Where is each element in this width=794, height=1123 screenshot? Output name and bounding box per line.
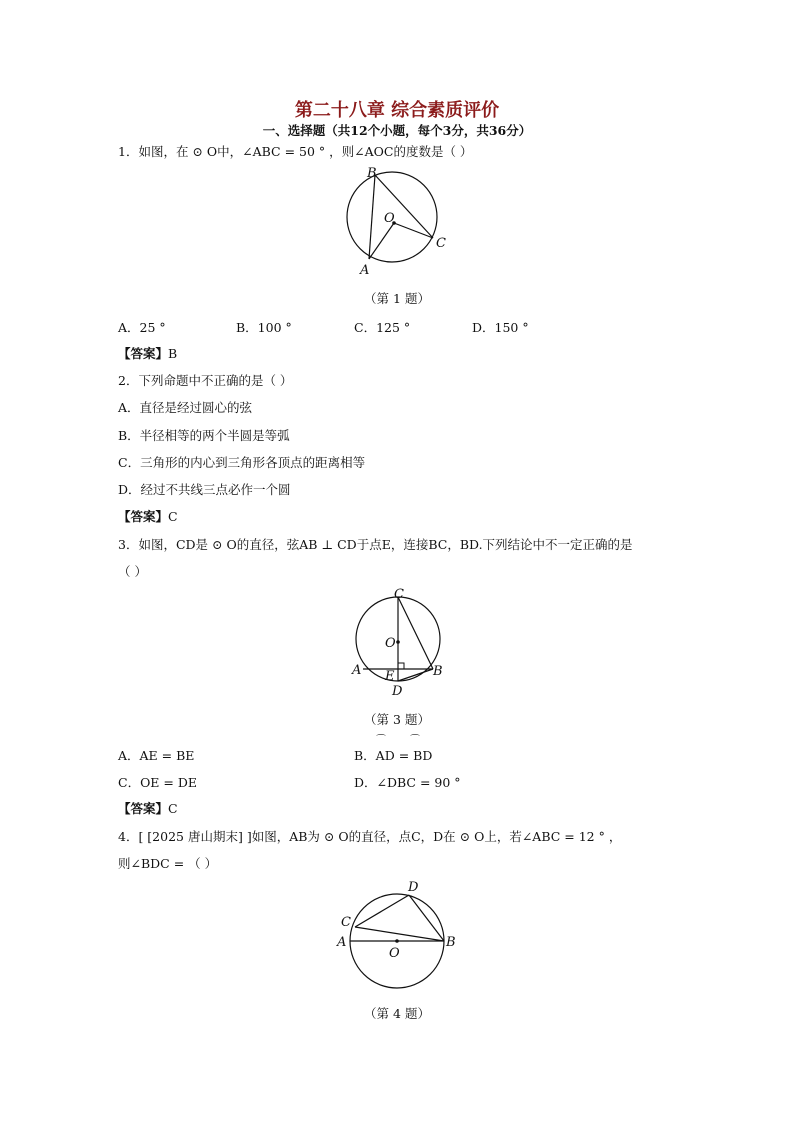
q3-figure (345, 583, 455, 703)
q3-option-a: A．AE = BE (118, 748, 195, 763)
q1-answer-value: B (168, 346, 178, 361)
q2-answer (118, 507, 178, 525)
q1-label-a: A (360, 263, 370, 278)
q3-segment-bc (398, 597, 433, 669)
q1-caption: （第 1 题） (364, 291, 430, 306)
section-heading: 一、选择题（共12个小题，每个3分，共36分） (262, 123, 532, 138)
q3-right-angle-mark (398, 663, 404, 669)
q4-label-c: C (341, 915, 351, 930)
q1-segment-bc (375, 175, 433, 238)
q1-answer-label: 【答案】 (118, 346, 169, 361)
q3-option-d: D．∠DBC = 90 ° (354, 775, 461, 790)
q3-label-e: E (385, 669, 395, 684)
q1-label-o: O (384, 211, 395, 226)
q3-label-b: B (433, 664, 443, 679)
q1-figure (330, 160, 460, 285)
q3-caption: （第 3 题） (364, 712, 430, 727)
q1-segment-oa (369, 223, 394, 259)
q2-stem: 2．下列命题中不正确的是（ ） (118, 373, 293, 388)
q3-answer (118, 799, 178, 817)
q4-stem-line1: 4．[ [2025 唐山期末] ]如图，AB为 ⊙ O的直径，点C，D在 ⊙ O上，若∠ABC = 12 ° ， (118, 829, 622, 844)
q3-option-c: C．OE = DE (118, 775, 198, 790)
q3-label-c: C (394, 587, 404, 602)
q4-caption: （第 4 题） (364, 1006, 430, 1021)
q2-option-b: B．半径相等的两个半圆是等弧 (118, 428, 290, 443)
q3-stem-line1: 3．如图，CD是 ⊙ O的直径，弦AB ⊥ CD于点E，连接BC，BD.下列结论中不一定正确的是 (118, 537, 633, 552)
q1-segment-ba (369, 175, 375, 259)
q3-stem-line2: （ ） (118, 564, 147, 579)
q4-stem-line2: 则∠BDC = （ ） (118, 856, 218, 871)
q4-figure (330, 875, 465, 995)
q3-answer-value: C (168, 801, 178, 816)
q4-label-b: B (446, 935, 456, 950)
q4-label-d: D (408, 880, 419, 895)
q1-segment-oc (394, 223, 433, 238)
q1-option-d: D．150 ° (472, 320, 529, 335)
q3-arc-mark-ad: ⌒ (376, 735, 386, 746)
q1-stem: 1．如图，在 ⊙ O中，∠ABC = 50 ° ，则∠AOC的度数是（ ） (118, 144, 473, 159)
q3-answer-label: 【答案】 (118, 801, 169, 816)
q4-segment-cb (355, 927, 444, 941)
q1-label-b: B (367, 166, 377, 181)
q4-label-a: A (337, 935, 347, 950)
q3-segment-bd (398, 669, 433, 681)
q4-segment-cd (355, 895, 409, 927)
q4-label-o: O (389, 946, 400, 961)
q2-answer-label: 【答案】 (118, 509, 169, 524)
q1-option-b: B．100 ° (236, 320, 292, 335)
q1-option-a: A．25 ° (118, 320, 166, 335)
q4-segment-db (409, 895, 444, 941)
q3-label-d: D (392, 684, 403, 699)
q3-label-a: A (352, 663, 362, 678)
q3-option-b: B．AD = BD (354, 748, 433, 763)
q4-center-dot (395, 939, 399, 943)
q3-arc-mark-bd: ⌒ (410, 735, 420, 746)
q2-answer-value: C (168, 509, 178, 524)
q2-option-c: C．三角形的内心到三角形各顶点的距离相等 (118, 455, 366, 470)
page-title: 第二十八章 综合素质评价 (294, 100, 500, 121)
q1-label-c: C (436, 236, 446, 251)
q1-option-c: C．125 ° (354, 320, 411, 335)
q2-option-d: D．经过不共线三点必作一个圆 (118, 482, 291, 497)
q2-option-a: A．直径是经过圆心的弦 (118, 400, 253, 415)
q1-answer (118, 344, 177, 362)
q3-label-o: O (385, 636, 396, 651)
q3-center-dot (396, 640, 400, 644)
